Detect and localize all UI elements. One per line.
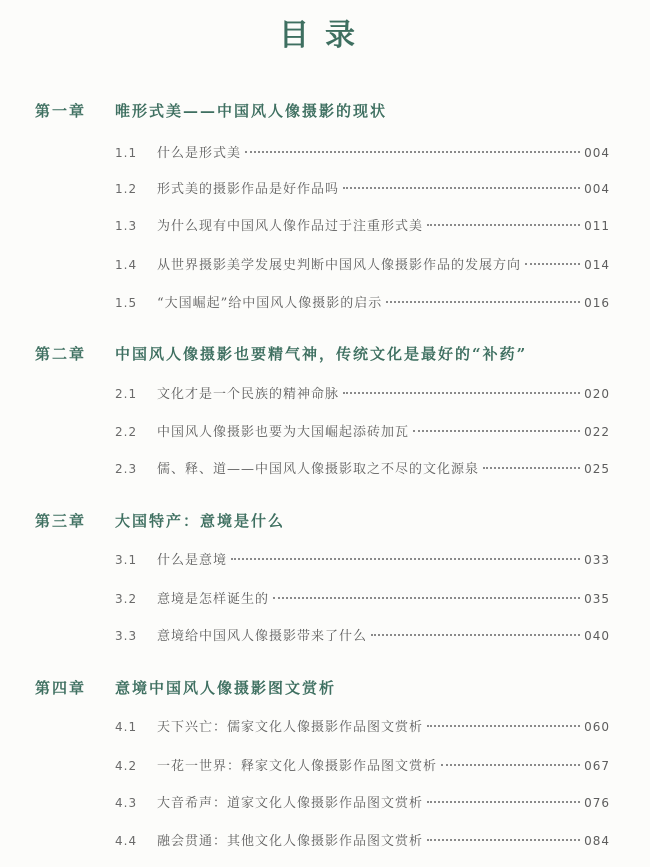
dot-leader: [231, 558, 580, 560]
chapter-heading: [0, 100, 650, 124]
entry-page: 067: [584, 759, 610, 773]
entry-number: 2.2: [115, 425, 138, 439]
entry-page: 076: [584, 796, 610, 810]
entry-number: 4.3: [115, 796, 138, 810]
entry-page: 025: [584, 462, 610, 476]
entry-title: 为什么现有中国风人像作品过于注重形式美: [157, 219, 424, 234]
dot-leader: [427, 224, 580, 226]
entry-number: 4.4: [115, 834, 138, 848]
toc-entry[interactable]: [115, 383, 610, 405]
entry-number: 1.1: [115, 146, 138, 160]
entry-number: 3.1: [115, 553, 138, 567]
dot-leader: [343, 392, 580, 394]
dot-leader: [273, 597, 580, 599]
entry-title: 儒、释、道——中国风人像摄影取之不尽的文化源泉: [157, 462, 480, 477]
toc-entry[interactable]: [115, 755, 610, 777]
entry-title: 大音希声：道家文化人像摄影作品图文赏析: [157, 796, 424, 811]
toc-entry[interactable]: [115, 792, 610, 814]
entry-number: 1.3: [115, 219, 138, 233]
dot-leader: [386, 301, 580, 303]
dot-leader: [427, 801, 580, 803]
entry-number: 2.1: [115, 387, 138, 401]
dot-leader: [413, 430, 580, 432]
chapter-number: 第三章: [35, 512, 87, 530]
entry-page: 040: [584, 629, 610, 643]
chapter-heading: [0, 677, 650, 701]
entry-page: 035: [584, 592, 610, 606]
entry-title: 天下兴亡：儒家文化人像摄影作品图文赏析: [157, 720, 424, 735]
chapter-title: 意境中国风人像摄影图文赏析: [115, 679, 337, 697]
entry-number: 2.3: [115, 462, 138, 476]
chapter-number: 第一章: [35, 102, 87, 120]
chapter-heading: [0, 343, 650, 367]
entry-title: 一花一世界：释家文化人像摄影作品图文赏析: [157, 759, 438, 774]
page-title: 目录: [279, 18, 371, 53]
entry-number: 3.2: [115, 592, 138, 606]
entry-title: 形式美的摄影作品是好作品吗: [157, 182, 340, 197]
dot-leader: [483, 467, 580, 469]
dot-leader: [441, 764, 580, 766]
entry-page: 060: [584, 720, 610, 734]
toc-entry[interactable]: [115, 215, 610, 237]
dot-leader: [343, 187, 580, 189]
entry-title: 文化才是一个民族的精神命脉: [157, 387, 340, 402]
chapter-number: 第四章: [35, 679, 87, 697]
entry-number: 1.4: [115, 258, 138, 272]
dot-leader: [427, 839, 580, 841]
entry-page: 084: [584, 834, 610, 848]
entry-page: 011: [584, 219, 610, 233]
dot-leader: [427, 725, 580, 727]
entry-number: 3.3: [115, 629, 138, 643]
toc-entry[interactable]: [115, 830, 610, 852]
toc-entry[interactable]: [115, 421, 610, 443]
entry-title: “大国崛起”给中国风人像摄影的启示: [157, 296, 383, 311]
chapter-title: 中国风人像摄影也要精气神，传统文化是最好的“补药”: [115, 345, 528, 363]
entry-title: 中国风人像摄影也要为大国崛起添砖加瓦: [157, 425, 410, 440]
toc-entry[interactable]: [115, 458, 610, 480]
entry-number: 1.2: [115, 182, 138, 196]
entry-title: 意境给中国风人像摄影带来了什么: [157, 629, 368, 644]
entry-title: 意境是怎样诞生的: [157, 592, 270, 607]
dot-leader: [525, 263, 580, 265]
entry-page: 014: [584, 258, 610, 272]
dot-leader: [245, 151, 580, 153]
entry-title: 什么是意境: [157, 553, 228, 568]
chapter-heading: [0, 510, 650, 534]
entry-page: 016: [584, 296, 610, 310]
entry-page: 004: [584, 182, 610, 196]
toc-entry[interactable]: [115, 549, 610, 571]
chapter-title: 大国特产：意境是什么: [115, 512, 286, 530]
entry-number: 4.2: [115, 759, 138, 773]
toc-entry[interactable]: [115, 292, 610, 314]
entry-number: 4.1: [115, 720, 138, 734]
entry-title: 从世界摄影美学发展史判断中国风人像摄影作品的发展方向: [157, 258, 522, 273]
entry-number: 1.5: [115, 296, 138, 310]
entry-title: 融会贯通：其他文化人像摄影作品图文赏析: [157, 834, 424, 849]
entry-page: 004: [584, 146, 610, 160]
toc-entry[interactable]: [115, 625, 610, 647]
entry-page: 022: [584, 425, 610, 439]
toc-entry[interactable]: [115, 178, 610, 200]
toc-entry[interactable]: [115, 142, 610, 164]
entry-page: 020: [584, 387, 610, 401]
chapter-number: 第二章: [35, 345, 87, 363]
toc-entry[interactable]: [115, 588, 610, 610]
toc-entry[interactable]: [115, 716, 610, 738]
dot-leader: [371, 634, 580, 636]
toc-entry[interactable]: [115, 254, 610, 276]
entry-title: 什么是形式美: [157, 146, 242, 161]
entry-page: 033: [584, 553, 610, 567]
chapter-title: 唯形式美——中国风人像摄影的现状: [115, 102, 388, 120]
